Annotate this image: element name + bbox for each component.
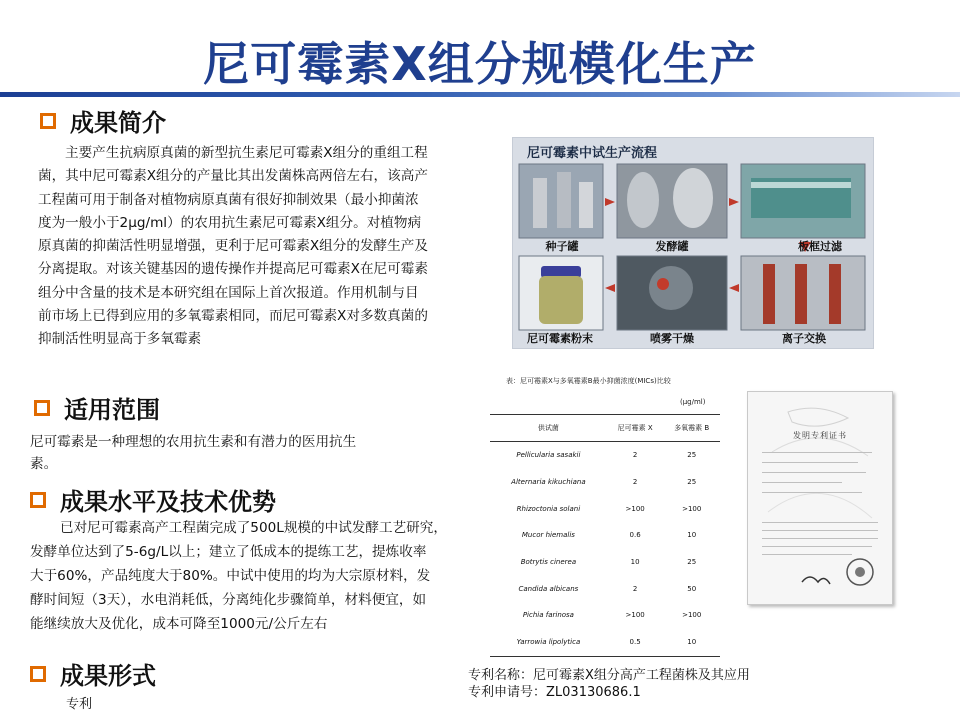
- table-row: [490, 629, 720, 656]
- table-header: 尼可霉素 X: [607, 415, 664, 442]
- text-line: 能继续放大及优化，成本可降至1000元/公斤左右: [30, 616, 328, 632]
- patent-name: 专利名称：尼可霉素X组分高产工程菌株及其应用: [468, 668, 750, 683]
- text-line: 工程菌可用于制备对植物病原真菌有很好抑制效果（最小抑菌浓: [38, 191, 419, 208]
- table-cell: 10: [630, 558, 640, 567]
- text-line: 分离提取。对该关键基因的遗传操作并提高尼可霉素X在尼可霉素: [38, 261, 428, 278]
- table-row: [490, 495, 720, 522]
- table-row: [490, 442, 720, 469]
- table-cell: >100: [682, 504, 702, 513]
- table-cell: Pichia farinosa: [522, 611, 574, 620]
- table-cell: 0.6: [629, 531, 641, 540]
- section-intro-heading: 成果简介: [70, 109, 166, 137]
- table-row: [490, 549, 720, 576]
- text-line: 发酵单位达到了5-6g/L以上；建立了低成本的提练工艺，提炼收率: [30, 544, 427, 560]
- text-line: 菌，其中尼可霉素X组分的产量比其出发菌株高两倍左右，该高产: [38, 168, 428, 185]
- flow-step-ion-exchange: 离子交换: [782, 332, 826, 345]
- table-header: 多氧霉素 B: [663, 415, 720, 442]
- table-cell: 2: [632, 584, 638, 593]
- table-header-row: [490, 415, 720, 442]
- text-line: 组分中含量的技术是本研究组在国际上首次报道。作用机制与目: [38, 284, 419, 301]
- text-line: 主要产生抗病原真菌的新型抗生素尼可霉素X组分的重组工程: [65, 145, 428, 161]
- table-cell: 0.5: [607, 629, 664, 656]
- flow-step-powder: 尼可霉素粉末: [527, 332, 593, 345]
- section-form-heading: 成果形式: [60, 662, 156, 690]
- page-title: 尼可霉素X组分规模化生产: [203, 37, 757, 91]
- table-row: [490, 602, 720, 629]
- bullet-square-icon: [34, 400, 50, 416]
- table-cell: 25: [687, 451, 697, 460]
- patent-certificate-image: [747, 391, 893, 605]
- section-level-text: [30, 516, 480, 636]
- mic-table: [490, 414, 720, 657]
- table-cell: Mucor hiemalis: [521, 531, 575, 540]
- certificate-title: 发明专利证书: [793, 431, 847, 440]
- table-unit: (μg/ml): [680, 398, 706, 406]
- table-cell: >100: [625, 611, 645, 620]
- table-caption: 表：尼可霉素X与多氧霉素B最小抑菌浓度(MICs)比较: [506, 377, 671, 385]
- text-line: 前市场上已得到应用的多氧霉素相同，而尼可霉素X对多数真菌的: [38, 308, 428, 325]
- table-cell: Rhizoctonia solani: [516, 504, 581, 513]
- section-scope-text: [30, 431, 410, 475]
- table-cell: 10: [687, 531, 697, 540]
- section-scope-header: [34, 390, 160, 425]
- text-line: 度为一般小于2μg/ml）的农用抗生素尼可霉素X组分。对植物病: [38, 214, 422, 231]
- section-scope-heading: 适用范围: [64, 396, 160, 424]
- section-intro-header: [40, 103, 166, 138]
- flow-step-spray-drying: 喷雾干燥: [650, 332, 694, 345]
- table-cell: 50: [687, 584, 697, 593]
- table-cell: >100: [682, 611, 702, 620]
- flow-step-seed-tank: 种子罐: [545, 240, 579, 253]
- table-cell: 25: [687, 558, 697, 567]
- table-cell: Yarrowia lipolytica: [490, 629, 607, 656]
- table-cell: >100: [625, 504, 645, 513]
- table-cell: Botrytis cinerea: [520, 558, 577, 567]
- production-flow-figure: [512, 137, 874, 349]
- table-cell: Alternaria kikuchiana: [511, 478, 586, 487]
- table-cell: 25: [687, 478, 697, 487]
- flow-title: 尼可霉素中试生产流程: [527, 146, 658, 161]
- text-line: 已对尼可霉素高产工程菌完成了500L规模的中试发酵工艺研究，: [60, 520, 447, 536]
- text-line: 原真菌的抑菌活性明显增强，更利于尼可霉素X组分的发酵生产及: [38, 238, 428, 255]
- patent-info: [468, 667, 750, 701]
- section-form-header: [30, 656, 156, 691]
- table-cell: 2: [632, 478, 638, 487]
- table-cell: Pellicularia sasakii: [516, 451, 581, 460]
- text-line: 素。: [30, 456, 58, 472]
- flow-step-filtration: 板框过滤: [798, 240, 842, 253]
- text-line: 抑制活性明显高于多氧霉素: [38, 331, 202, 348]
- table-cell: 10: [663, 629, 720, 656]
- table-cell: 2: [632, 451, 638, 460]
- patent-number: 专利申请号：ZL03130686.1: [468, 685, 641, 700]
- table-row: [490, 469, 720, 496]
- table-cell: Candida albicans: [518, 584, 579, 593]
- section-level-heading: 成果水平及技术优势: [60, 488, 276, 516]
- text-line: 酵时间短（3天），水电消耗低，分离纯化步骤简单，材料便宜，如: [30, 592, 427, 608]
- bullet-square-icon: [30, 666, 46, 682]
- table-row: [490, 575, 720, 602]
- text-line: 尼可霉素是一种理想的农用抗生素和有潜力的医用抗生: [30, 434, 357, 450]
- section-level-header: [30, 482, 276, 517]
- bullet-square-icon: [30, 492, 46, 508]
- bullet-square-icon: [40, 113, 56, 129]
- title-divider: [0, 92, 960, 97]
- table-header: 供试菌: [490, 415, 607, 442]
- section-intro-text: [38, 142, 468, 352]
- section-form-text: 专利: [66, 697, 93, 712]
- flow-step-fermenter: 发酵罐: [655, 240, 689, 253]
- text-line: 大于60%，产品纯度大于80%。中试中使用的均为大宗原材料，发: [30, 568, 431, 584]
- table-row: [490, 522, 720, 549]
